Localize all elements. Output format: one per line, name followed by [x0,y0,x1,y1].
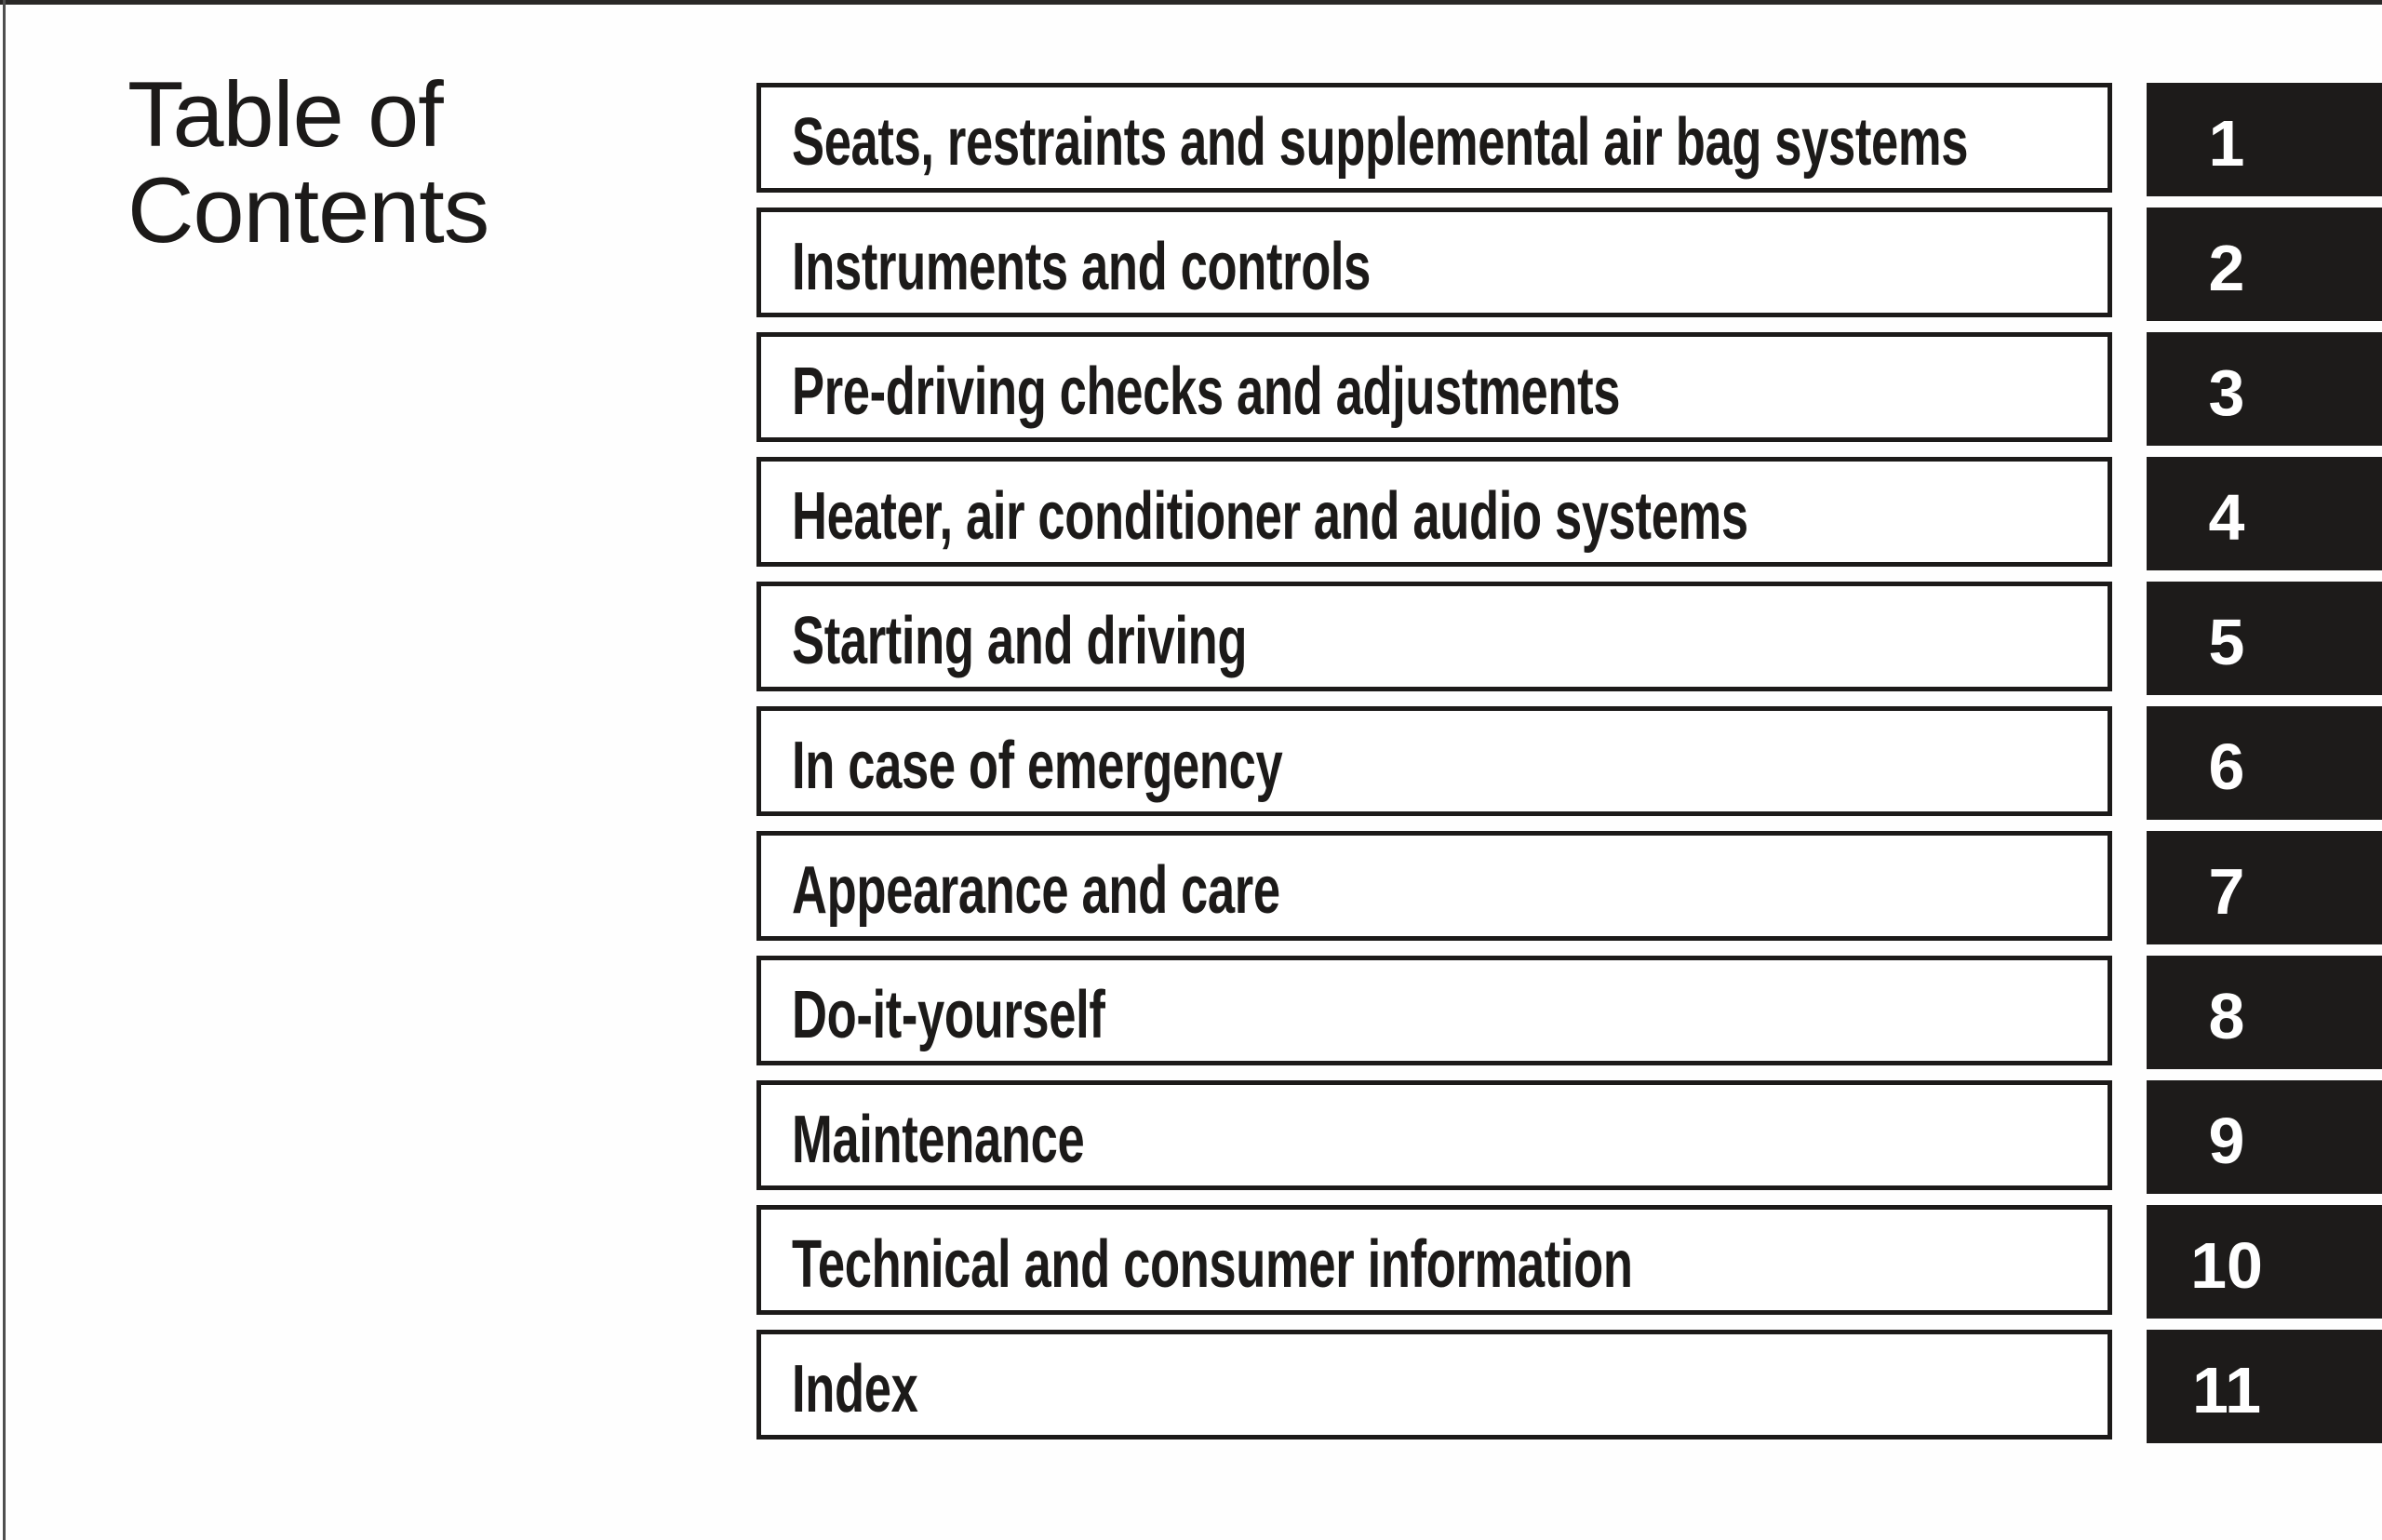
chapter-box-6[interactable] [756,706,2112,816]
toc-row [756,956,2382,1069]
page-title-line2: Contents [127,158,489,261]
page-top-edge-bar [0,0,2382,5]
chapter-number-tab-9[interactable] [2147,1080,2382,1194]
chapter-title: Seats, restraints and supplemental air bag systems [792,105,1969,180]
toc-row [756,831,2382,944]
chapter-number: 3 [2208,356,2245,429]
toc-row [756,83,2382,196]
toc-row [756,332,2382,446]
toc-row [756,582,2382,695]
chapter-number-tab-11[interactable] [2147,1330,2382,1443]
chapter-title: Index [792,1352,918,1426]
chapter-title: Do-it-yourself [792,978,1105,1052]
chapter-title: In case of emergency [792,729,1283,803]
chapter-title: Pre-driving checks and adjustments [792,355,1621,429]
chapter-box-9[interactable] [756,1080,2112,1190]
chapter-number-tab-6[interactable] [2147,706,2382,820]
chapter-box-7[interactable] [756,831,2112,941]
chapter-box-2[interactable] [756,208,2112,317]
chapter-number: 10 [2190,1229,2263,1302]
chapter-title: Heater, air conditioner and audio systems [792,479,1748,554]
toc-row [756,208,2382,321]
chapter-number: 5 [2208,606,2245,678]
chapter-number: 11 [2192,1354,2261,1426]
chapter-number-tab-1[interactable] [2147,83,2382,196]
chapter-number-tab-2[interactable] [2147,208,2382,321]
chapter-number-tab-10[interactable] [2147,1205,2382,1319]
chapter-number-tab-4[interactable] [2147,457,2382,570]
page-title [127,62,489,261]
chapter-title: Starting and driving [792,604,1248,678]
toc-row [756,1330,2382,1443]
toc-row [756,1205,2382,1319]
chapter-number-tab-7[interactable] [2147,831,2382,944]
chapter-box-11[interactable] [756,1330,2112,1440]
chapter-number-tab-3[interactable] [2147,332,2382,446]
chapter-number: 7 [2208,855,2245,928]
chapter-number: 2 [2208,232,2245,304]
chapter-number: 8 [2208,980,2245,1052]
chapter-title: Technical and consumer information [792,1227,1633,1302]
chapter-box-8[interactable] [756,956,2112,1065]
chapter-number: 4 [2208,481,2245,554]
toc-row [756,1080,2382,1194]
chapter-box-10[interactable] [756,1205,2112,1315]
chapter-number: 6 [2208,730,2245,803]
chapter-title: Instruments and controls [792,230,1372,304]
chapter-box-5[interactable] [756,582,2112,691]
chapter-title: Maintenance [792,1103,1085,1177]
chapter-number: 1 [2208,107,2245,180]
chapter-number: 9 [2208,1105,2245,1177]
chapter-number-tab-5[interactable] [2147,582,2382,695]
chapter-box-3[interactable] [756,332,2112,442]
page-title-line1: Table of [127,62,443,166]
toc-row [756,706,2382,820]
toc-row [756,457,2382,570]
chapter-title: Appearance and care [792,853,1280,928]
chapter-number-tab-8[interactable] [2147,956,2382,1069]
page-left-edge-line [3,0,6,1540]
chapter-box-4[interactable] [756,457,2112,567]
chapter-box-1[interactable] [756,83,2112,193]
